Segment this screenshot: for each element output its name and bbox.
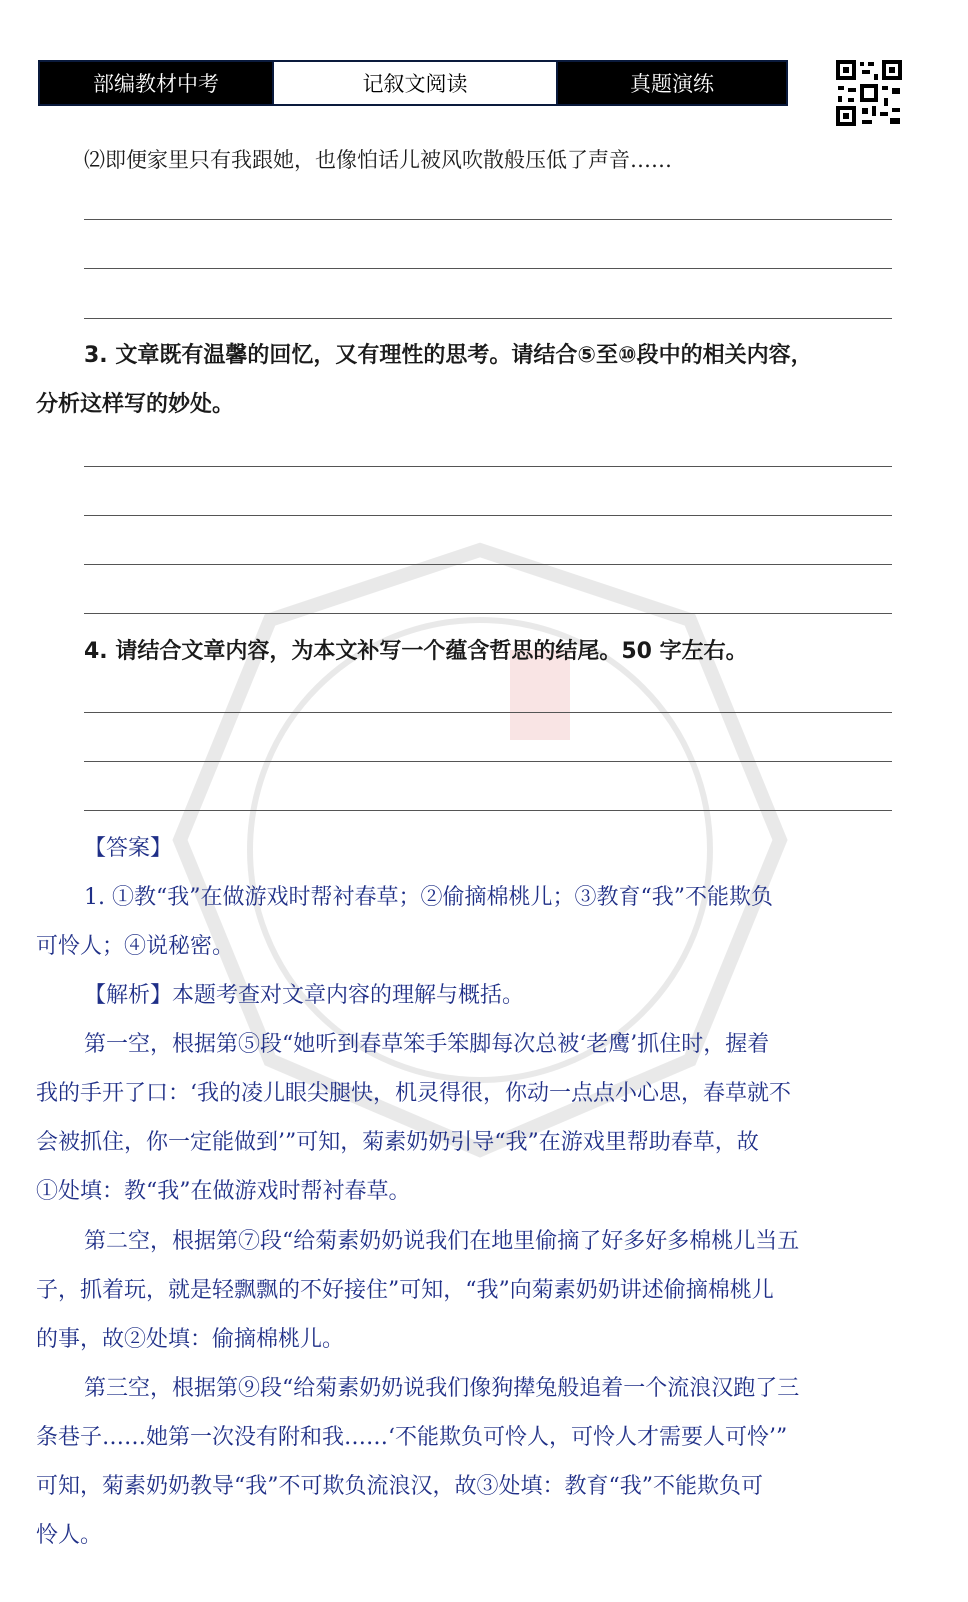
paragraph-2-line2: 子，抓着玩，就是轻飘飘的不好接住”可知，“我”向菊素奶奶讲述偷摘棉桃儿 xyxy=(36,1278,774,1303)
header-bar xyxy=(38,60,788,106)
question-4: 4. 请结合文章内容，为本文补写一个蕴含哲思的结尾。50 字左右。 xyxy=(84,639,748,664)
answer-line[interactable] xyxy=(84,515,892,516)
paragraph-3-line3: 可知，菊素奶奶教导“我”不可欺负流浪汉，故③处填：教育“我”不能欺负可 xyxy=(36,1474,763,1499)
question-3-line1: 3. 文章既有温馨的回忆，又有理性的思考。请结合⑤至⑩段中的相关内容， xyxy=(84,343,813,368)
answer-1-line1: 1. ①教“我”在做游戏时帮衬春草；②偷摘棉桃儿；③教育“我”不能欺负 xyxy=(84,885,773,910)
answer-line[interactable] xyxy=(84,712,892,713)
answer-line[interactable] xyxy=(84,318,892,319)
answer-line[interactable] xyxy=(84,564,892,565)
paragraph-2-line1: 第二空，根据第⑦段“给菊素奶奶说我们在地里偷摘了好多好多棉桃儿当五 xyxy=(84,1229,800,1254)
answer-line[interactable] xyxy=(84,761,892,762)
header-left-label: 部编教材中考 xyxy=(40,62,272,104)
answer-line[interactable] xyxy=(84,613,892,614)
header-center-label: 记叙文阅读 xyxy=(272,62,558,104)
paragraph-2-line3: 的事，故②处填：偷摘棉桃儿。 xyxy=(36,1327,345,1352)
qr-code-icon xyxy=(834,58,904,128)
analysis-label: 【解析】 xyxy=(84,983,173,1008)
paragraph-3-line2: 条巷子……她第一次没有附和我……‘不能欺负可怜人，可怜人才需要人可怜’” xyxy=(36,1425,788,1450)
paragraph-3-line1: 第三空，根据第⑨段“给菊素奶奶说我们像狗撵兔般追着一个流浪汉跑了三 xyxy=(84,1376,800,1401)
answer-line[interactable] xyxy=(84,268,892,269)
paragraph-3-line4: 怜人。 xyxy=(36,1523,103,1548)
paragraph-1-line3: 会被抓住，你一定能做到’”可知，菊素奶奶引导“我”在游戏里帮助春草，故 xyxy=(36,1130,759,1155)
answer-line[interactable] xyxy=(84,466,892,467)
paragraph-1-line2: 我的手开了口：‘我的凌儿眼尖腿快，机灵得很，你动一点点小心思，春草就不 xyxy=(36,1081,791,1106)
question-3-line2: 分析这样写的妙处。 xyxy=(36,392,235,417)
analysis-text: 本题考查对文章内容的理解与概括。 xyxy=(172,983,525,1008)
analysis-line xyxy=(84,981,959,1011)
answer-line[interactable] xyxy=(84,810,892,811)
paragraph-1-line4: ①处填：教“我”在做游戏时帮衬春草。 xyxy=(36,1179,411,1204)
answer-line[interactable] xyxy=(84,219,892,220)
header-right-label: 真题演练 xyxy=(558,62,786,104)
paragraph-1-line1: 第一空，根据第⑤段“她听到春草笨手笨脚每次总被‘老鹰’抓住时，握着 xyxy=(84,1032,770,1057)
question-2-2: ⑵即便家里只有我跟她，也像怕话儿被风吹散般压低了声音…… xyxy=(84,148,672,172)
answer-label: 【答案】 xyxy=(84,836,173,861)
answer-1-line2: 可怜人；④说秘密。 xyxy=(36,934,235,959)
